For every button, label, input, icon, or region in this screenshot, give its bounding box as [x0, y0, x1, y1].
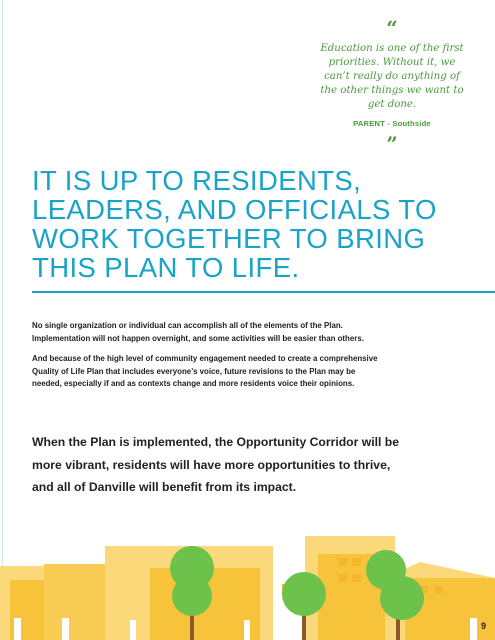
window — [434, 586, 442, 593]
door — [244, 620, 250, 640]
door — [470, 618, 477, 640]
close-quote-mark: ” — [386, 132, 398, 156]
headline: IT IS UP TO RESIDENTS, LEADERS, AND OFFICIALS TO WORK TOGETHER TO BRING THIS PLAN TO LIFE. — [32, 165, 437, 283]
body-paragraph-1: No single organization or individual can accomplish all of the elements of the Plan. Implementation will not happen overnight, and some activities will be easier than others. — [32, 321, 364, 343]
building-left-center — [44, 564, 114, 640]
tree-middle — [380, 576, 424, 620]
closing-statement: When the Plan is implemented, the Opportunity Corridor will be more vibrant, residents will have more opportunities to thrive, and all of Danville will benefit from its impact. — [32, 435, 400, 494]
body-copy — [32, 320, 382, 399]
door — [130, 620, 136, 640]
window — [338, 558, 347, 566]
tree-middle — [172, 576, 212, 616]
pull-quote — [318, 18, 466, 154]
skyline-illustration — [0, 518, 495, 640]
left-margin-line — [2, 0, 3, 600]
tree-top — [282, 572, 326, 616]
door — [14, 618, 21, 640]
door — [62, 618, 69, 640]
quote-attribution: PARENT - Southside — [353, 119, 431, 128]
page-number: 9 — [480, 621, 486, 631]
body-paragraph-2: And because of the high level of community engagement needed to create a comprehensive Quality of Life Plan that includes everyone’s voice, future revisions to the Plan may be needed, especially if and as contexts change and more residents voice their opinions. — [32, 354, 378, 389]
quote-text: Education is one of the first priorities. Without it, we can’t really do anything of the other things we want to get done. — [320, 43, 464, 110]
headline-divider — [32, 291, 495, 293]
window — [352, 558, 361, 566]
window — [338, 574, 347, 582]
open-quote-mark: “ — [386, 16, 398, 40]
window — [352, 574, 361, 582]
